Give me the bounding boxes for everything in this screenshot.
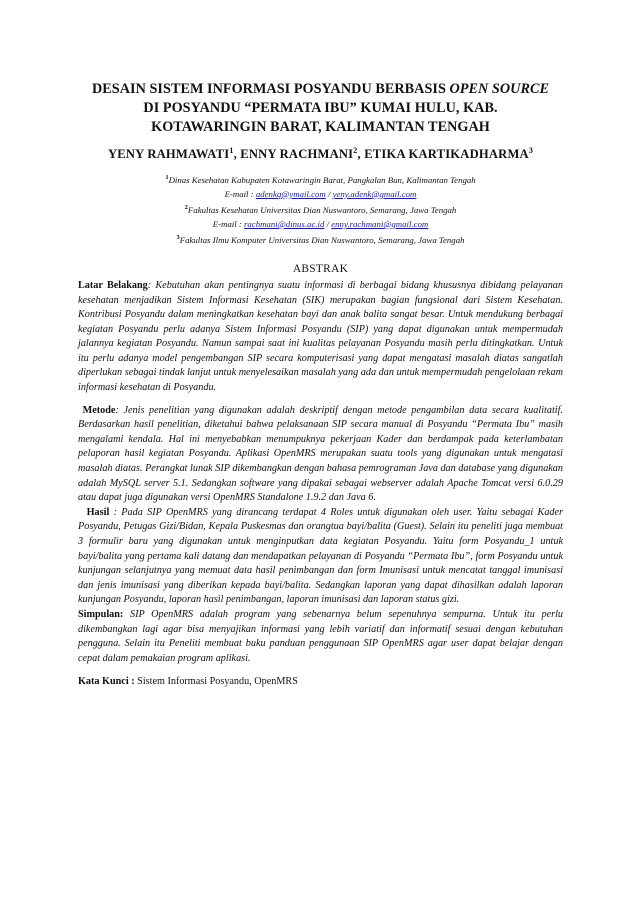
author-affiliation-number: 1 bbox=[229, 146, 234, 155]
author-affiliation-number: 2 bbox=[353, 146, 358, 155]
email-link[interactable]: enny.rachmani@gmail.com bbox=[331, 218, 429, 229]
title-line-1-main: DESAIN SISTEM INFORMASI POSYANDU BERBASIS bbox=[91, 81, 450, 97]
email-link[interactable]: rachmani@dinus.ac.id bbox=[243, 218, 325, 229]
abstract-background bbox=[78, 279, 563, 396]
author-name: ENNY RACHMANI bbox=[240, 147, 354, 162]
email-prefix: E-mail : bbox=[212, 218, 244, 229]
affiliation-text: Dinas Kesehatan Kabupaten Kotawaringin Barat, Pangkalan Bun, Kalimantan Tengah bbox=[168, 175, 476, 186]
email-link[interactable]: adenkq@ymail.com bbox=[255, 188, 326, 199]
affiliation-3 bbox=[78, 231, 563, 248]
author-affiliation-number: 3 bbox=[528, 146, 534, 155]
author-separator: , bbox=[233, 147, 241, 162]
abstract-heading: ABSTRAK bbox=[292, 262, 349, 275]
section-text: SIP OpenMRS adalah program yang sebenarnya belum sepenuhnya sempurna. Untuk itu perlu dikembangkan lagi agar bisa menyajikan informasi yang lebih variatif dan informatif sesuai dengan kebutuhan pengguna. Selain itu Peneliti membuat buku panduan penggunaan SIP OpenMRS agar user dapat belajar dengan cepat dalam pemakaian program aplikasi. bbox=[78, 608, 563, 664]
abstract-conclusion bbox=[78, 608, 563, 666]
section-text: : Jenis penelitian yang digunakan adalah deskriptif dengan metode pengambilan data secara kualitatif. Berdasarkan hasil penelitian, diketahui bahwa pelaksanaan SIP secara manual di Posyandu “Permata Ibu” masih mengalami kendala. Hal ini menyebabkan menumpuknya pekerjaan Kader dan berdampak pada keterlambatan pelaporan hasil kegiatan Posyandu. Aplikasi OpenMRS merupakan suatu tools yang digunakan untuk mengatasi masalah diatas. Perangkat lunak SIP dikembangkan dengan bahasa pemrograman Java dan database yang digunakan adalah MySQL server 5.1. Sedangkan software yang dipakai sebagai webserver adalah Apache Tomcat versi 6.0.29 atau dapat juga digunakan versi OpenMRS Standalone 1.9.2 dan Java 6. bbox=[78, 404, 563, 504]
paper-page bbox=[78, 80, 563, 687]
section-text: : Pada SIP OpenMRS yang dirancang terdapat 4 Roles untuk digunakan oleh user. Yaitu sebagai Kader Posyandu, Petugas Gizi/Bidan, Kepala Puskesmas dan orangtua bayi/balita (Guest). Selain itu peneliti juga membuat 3 formulir baru yang digunakan untuk menginputkan data kegiatan Posyandu. Yaitu form Posyandu_1 untuk bayi/balita yang pertama kali datang dan mendapatkan pelayanan di Posyandu “Permata Ibu”, form Posyandu untuk kunjungan selanjutnya yang memuat data hasil penimbangan dan form Imunisasi untuk mencatat tanggal imunisasi dan jenis imunisasi yang diberikan kepada bayi/balita. Sedangkan laporan yang dapat dihasilkan adalah laporan kunjungan Posyandu, laporan hasil penimbangan, laporan imunisasi dan laporan status gizi. bbox=[78, 506, 563, 606]
abstract-results bbox=[78, 506, 563, 608]
affiliation-number: 3 bbox=[176, 234, 180, 242]
title-line-2: DI POSYANDU “PERMATA IBU” KUMAI HULU, KAB. bbox=[143, 100, 498, 116]
affiliation-2 bbox=[78, 201, 563, 218]
section-label: Latar Belakang bbox=[78, 279, 148, 291]
abstract-body bbox=[78, 279, 563, 666]
title-line-1-italic: OPEN SOURCE bbox=[449, 81, 550, 97]
affiliation-text: Fakultas Kesehatan Universitas Dian Nuswantoro, Semarang, Jawa Tengah bbox=[187, 205, 457, 216]
affiliation-1 bbox=[78, 171, 563, 188]
title-line-3: KOTAWARINGIN BARAT, KALIMANTAN TENGAH bbox=[151, 119, 490, 135]
author-list bbox=[78, 146, 563, 162]
abstract-method bbox=[78, 404, 563, 506]
title-line-1 bbox=[78, 80, 563, 99]
email-separator: / bbox=[324, 218, 332, 229]
email-prefix: E-mail : bbox=[224, 188, 256, 199]
affiliation-number: 1 bbox=[165, 174, 169, 182]
affiliation-text: Fakultas Ilmu Komputer Universitas Dian Nuswantoro, Semarang, Jawa Tengah bbox=[179, 235, 465, 246]
paper-title bbox=[78, 80, 563, 137]
email-link[interactable]: yeny.adenk@gmail.com bbox=[332, 188, 417, 199]
section-label: Hasil bbox=[86, 506, 110, 518]
author-separator: , bbox=[357, 147, 365, 162]
affiliations bbox=[78, 171, 563, 248]
author-name: ETIKA KARTIKADHARMA bbox=[364, 147, 529, 162]
section-label: Metode bbox=[82, 404, 116, 416]
email-separator: / bbox=[325, 188, 333, 199]
affiliation-1-email bbox=[78, 188, 563, 202]
keywords bbox=[78, 676, 563, 687]
section-label: Simpulan: bbox=[78, 608, 124, 620]
affiliation-number: 2 bbox=[184, 204, 188, 212]
section-text: : Kebutuhan akan pentingnya suatu informasi di berbagai bidang khususnya dibidang pelayanan kesehatan menjadikan Sistem Informasi Kesehatan (SIK) merupakan bagian fungsional dari Sistem Kesehatan. Kontribusi Posyandu dalam meningkatkan kesehatan bayi dan anak balita sangat besar. Untuk mendukung berbagai kegiatan Posyandu perlu adanya Sistem Informasi Posyandu (SIP) yang dapat digunakan untuk mempermudah jalannya kegiatan Posyandu. Namun sampai saat ini kualitas pelayanan Posyandu masih perlu ditingkatkan. Untuk itu perlu adanya model pengembangan SIP secara komputerisasi yang dapat mengatasi masalah diatas sangatlah diperlukan sebagai tindak lanjut untuk menyelesaikan masalah yang ada dan untuk mempermudah pengelolaan rekam informasi kesehatan di Posyandu. bbox=[78, 279, 563, 394]
keywords-label: Kata Kunci : bbox=[78, 676, 135, 688]
keywords-text: Sistem Informasi Posyandu, OpenMRS bbox=[134, 676, 298, 688]
affiliation-2-email bbox=[78, 218, 563, 232]
author-name: YENY RAHMAWATI bbox=[107, 147, 230, 162]
